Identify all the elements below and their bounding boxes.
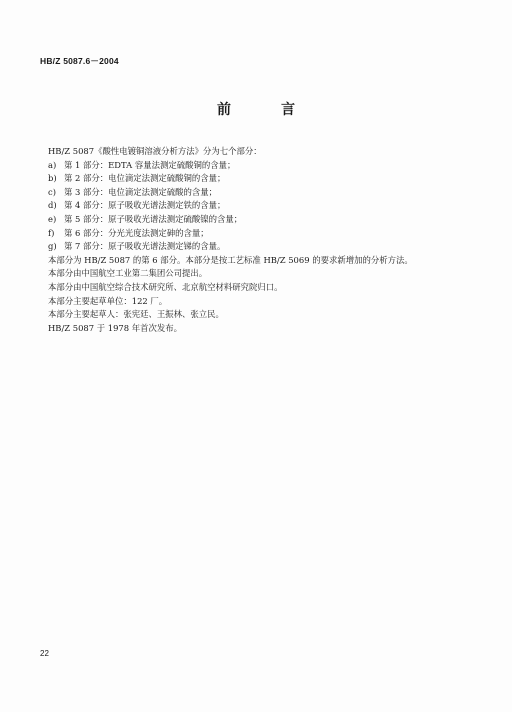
list-item xyxy=(48,186,478,200)
list-item-text: 第 6 部分：分光光度法测定砷的含量； xyxy=(64,227,209,238)
page-number: 22 xyxy=(40,649,49,658)
list-marker: c) xyxy=(48,186,56,197)
list-marker: e) xyxy=(48,213,57,224)
list-item xyxy=(48,213,478,227)
paragraph-scope: 本部分为 HB/Z 5087 的第 6 部分。本部分是按工艺标准 HB/Z 5069 的要求新增加的分析方法。 xyxy=(48,254,413,265)
foreword-body xyxy=(48,145,478,335)
intro-paragraph: HB/Z 5087《酸性电镀铜溶液分析方法》分为七个部分： xyxy=(48,146,262,156)
list-item xyxy=(48,172,478,186)
list-item-text: 第 5 部分：原子吸收光谱法测定硫酸镍的含量； xyxy=(64,213,243,224)
paragraph-first-release: HB/Z 5087 于 1978 年首次发布。 xyxy=(48,322,182,333)
standard-code: HB/Z 5087.6－2004 xyxy=(40,56,119,66)
list-item xyxy=(48,199,478,213)
list-item-text: 第 3 部分：电位滴定法测定硫酸的含量； xyxy=(64,186,218,197)
list-marker: b) xyxy=(48,173,57,184)
list-item xyxy=(48,227,478,241)
list-marker: g) xyxy=(48,241,57,252)
page-title: 前 言 xyxy=(217,102,313,118)
list-item-text: 第 2 部分：电位滴定法测定硫酸铜的含量； xyxy=(64,173,226,184)
paragraph-management: 本部分由中国航空综合技术研究所、北京航空材料研究院归口。 xyxy=(48,281,283,292)
list-item xyxy=(48,159,478,173)
list-item-text: 第 1 部分：EDTA 容量法测定硫酸铜的含量； xyxy=(64,159,236,170)
list-marker: a) xyxy=(48,159,57,170)
paragraph-proposer: 本部分由中国航空工业第二集团公司提出。 xyxy=(48,268,208,279)
paragraph-drafting-unit: 本部分主要起草单位：122 厂。 xyxy=(48,295,168,306)
list-item xyxy=(48,240,478,254)
parts-list xyxy=(48,159,478,254)
list-marker: d) xyxy=(48,200,57,211)
list-item-text: 第 4 部分：原子吸收光谱法测定铁的含量； xyxy=(64,200,226,211)
list-marker: f) xyxy=(48,227,55,238)
list-item-text: 第 7 部分：原子吸收光谱法测定锑的含量。 xyxy=(64,241,226,252)
paragraph-drafters: 本部分主要起草人：张宪廷、王振林、张立民。 xyxy=(48,309,224,320)
